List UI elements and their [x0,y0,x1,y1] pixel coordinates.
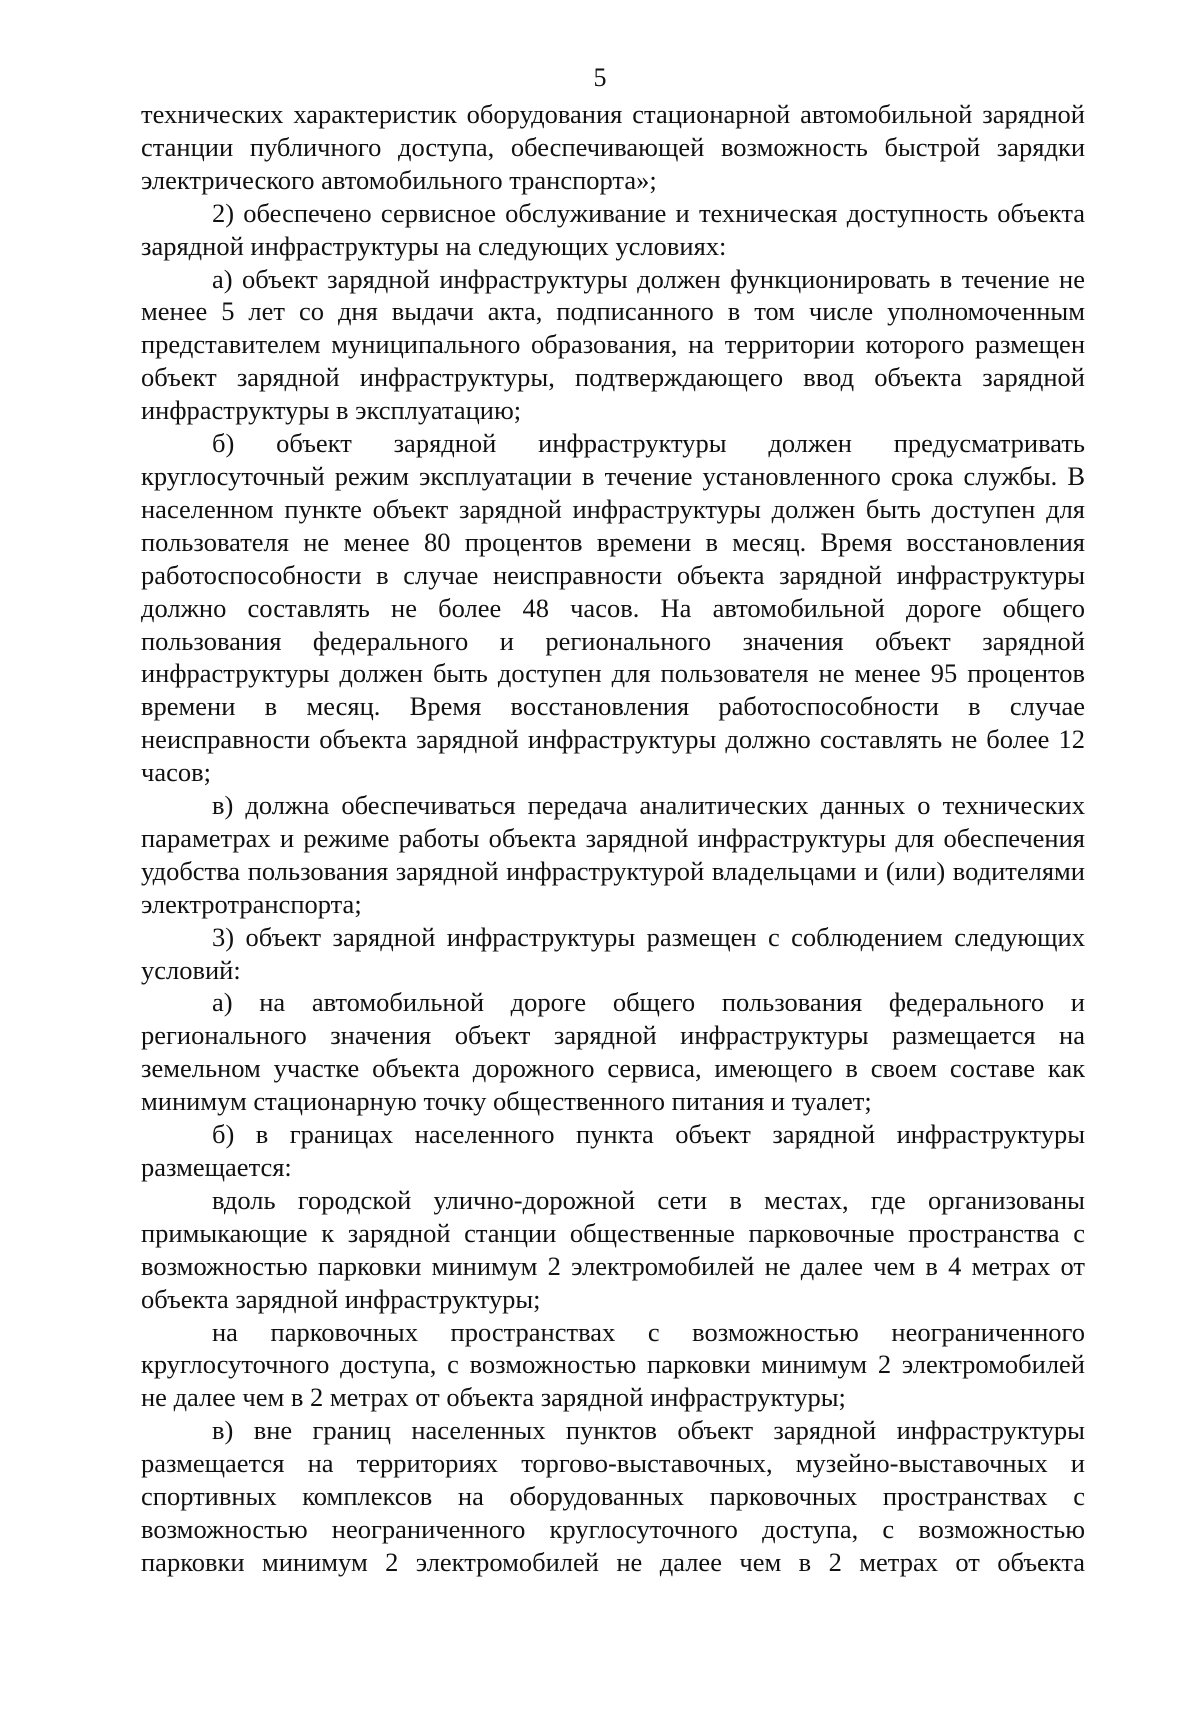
paragraph-9: на парковочных пространствах с возможностью неограниченного круглосуточного доступа, с возможностью парковки минимум 2 электромобилей не далее чем в 2 метрах от объекта зарядной инфраструктуры; [141,1316,1085,1413]
paragraph-4: в) должна обеспечиваться передача аналитических данных о технических параметрах и режиме работы объекта зарядной инфраструктуры для обеспечения удобства пользования зарядной инфраструктурой владельцами и (или) водителями электротранспорта; [141,790,1085,919]
paragraph-3: б) объект зарядной инфраструктуры должен предусматривать круглосуточный режим эксплуатации в течение установленного срока службы. В населенном пункте объект зарядной инфраструктуры должен быть доступен для пользователя не менее 80 процентов времени в месяц. Время восстановления работоспособности в случае неисправности объекта зарядной инфраструктуры должно составлять не более 48 часов. На автомобильной дороге общего пользования федерального и регионального значения объект зарядной инфраструктуры должен быть доступен для пользователя не менее 95 процентов времени в месяц. Время восстановления работоспособности в случае неисправности объекта зарядной инфраструктуры должно составлять не более 12 часов; [141,428,1085,788]
paragraph-10: в) вне границ населенных пунктов объект зарядной инфраструктуры размещается на территориях торгово-выставочных, музейно-выставочных и спортивных комплексов на оборудованных парковочных пространствах с возможностью неограниченного круглосуточного доступа, с возможностью парковки минимум 2 электромобилей не далее чем в 2 метрах от объекта [141,1415,1085,1577]
page-number: 5 [593,63,607,92]
paragraph-8: вдоль городской улично-дорожной сети в местах, где организованы примыкающие к зарядной станции общественные парковочные пространства с возможностью парковки минимум 2 электромобилей не далее чем в 4 метрах от объекта зарядной инфраструктуры; [141,1184,1085,1314]
paragraph-2: а) объект зарядной инфраструктуры должен функционировать в течение не менее 5 лет со дня выдачи акта, подписанного в том числе уполномоченным представителем муниципального образования, на территории которого размещен объект зарядной инфраструктуры, подтверждающего ввод объекта зарядной инфраструктуры в эксплуатацию; [141,263,1085,426]
paragraph-1: 2) обеспечено сервисное обслуживание и техническая доступность объекта зарядной инфраструктуры на следующих условиях: [141,197,1085,261]
paragraph-5: 3) объект зарядной инфраструктуры размещен с соблюдением следующих условий: [141,921,1085,985]
paragraph-6: а) на автомобильной дороге общего пользования федерального и регионального значения объект зарядной инфраструктуры размещается на земельном участке объекта дорожного сервиса, имеющего в своем составе как минимум стационарную точку общественного питания и туалет; [141,987,1085,1117]
paragraph-7: б) в границах населенного пункта объект зарядной инфраструктуры размещается: [141,1119,1085,1182]
paragraph-0: технических характеристик оборудования стационарной автомобильной зарядной станции публичного доступа, обеспечивающей возможность быстрой зарядки электрического автомобильного транспорта»; [141,99,1085,195]
document-body [141,98,1085,1579]
